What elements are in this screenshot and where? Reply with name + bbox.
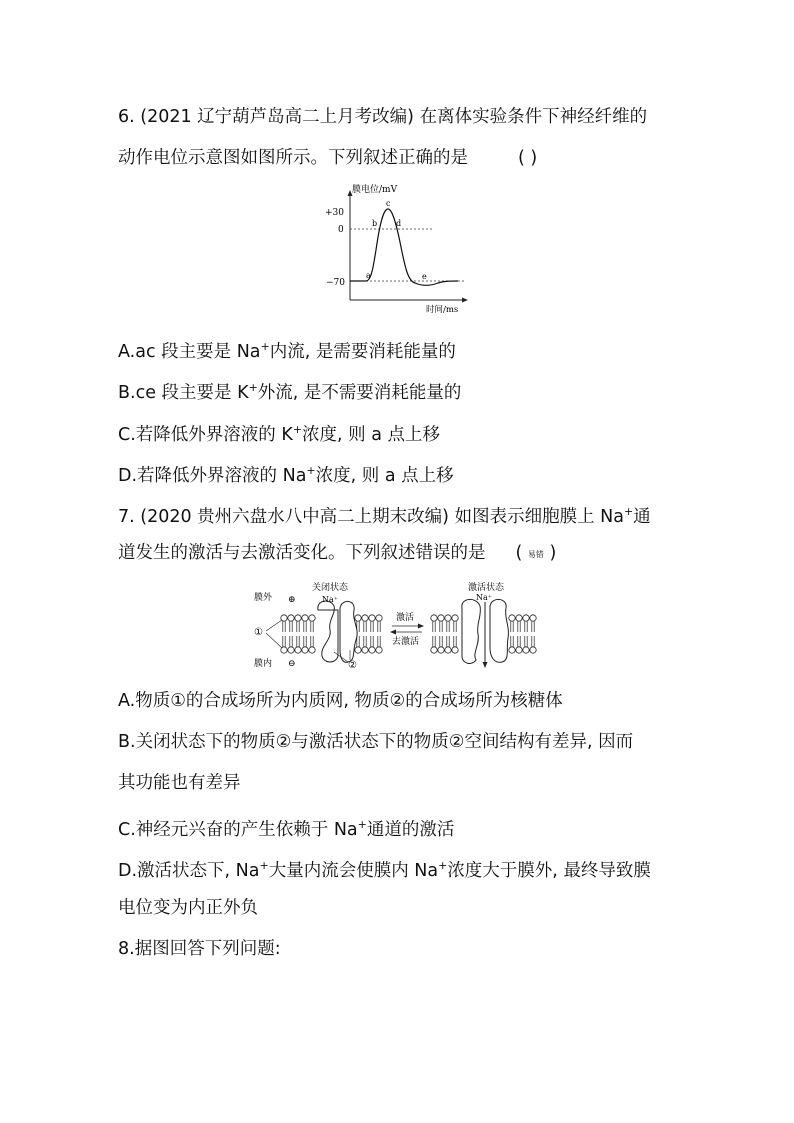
point-e: e	[422, 272, 427, 281]
q7-option-a: A.物质①的合成场所为内质网, 物质②的合成场所为核糖体	[118, 691, 563, 711]
marker-1: ①	[254, 627, 263, 638]
q7-stem-text: 7. (2020 贵州六盘水八中高二上期末改编) 如图表示细胞膜上 Na	[118, 507, 624, 527]
q7-option-d-text: D.激活状态下, Na	[118, 861, 260, 881]
q7-paren-open: (	[515, 543, 523, 563]
q6-option-c-text: C.若降低外界溶液的 K	[118, 425, 293, 445]
q7-stem-line2	[118, 541, 556, 567]
marker-1-leader-2	[266, 633, 282, 648]
activate-arrowhead	[418, 624, 424, 629]
point-d: d	[396, 219, 402, 228]
q7-option-d-line1	[118, 854, 651, 883]
active-state-label: 激活状态	[468, 583, 505, 593]
q6-stem-line1: 6. (2021 辽宁葫芦岛高二上月考改编) 在离体实验条件下神经纤维的	[118, 107, 648, 127]
q7-option-d-text3: 浓度大于膜外, 最终导致膜	[447, 861, 651, 881]
tick-minus70: −70	[326, 278, 345, 288]
q7-stem-line1	[118, 500, 651, 529]
action-potential-figure	[322, 182, 472, 314]
q6-option-b	[118, 376, 461, 405]
superscript: +	[357, 818, 367, 831]
q7-option-b-line2: 其功能也有差异	[118, 773, 241, 793]
q6-option-d-text: D.若降低外界溶液的 Na	[118, 466, 307, 486]
tick-0: 0	[338, 225, 344, 235]
q6-option-a-text2: 内流, 是需要消耗能量的	[269, 342, 456, 362]
q6-option-c	[118, 418, 440, 447]
q6-answer-paren: ( )	[518, 148, 538, 168]
q6-option-a-text: A.ac 段主要是 Na	[118, 342, 261, 362]
tick-plus30: +30	[325, 208, 344, 218]
q6-option-b-text: B.ce 段主要是 K	[118, 383, 249, 403]
q7-option-d-text2: 大量内流会使膜内 Na	[268, 861, 439, 881]
superscript: +	[292, 423, 303, 436]
na-label-closed: Na⁺	[322, 595, 338, 604]
superscript: +	[306, 464, 316, 477]
q6-option-c-text2: 浓度, 则 a 点上移	[302, 425, 441, 445]
superscript: +	[259, 859, 269, 872]
deactivate-label: 去激活	[392, 637, 420, 647]
q6-stem-line2	[118, 146, 537, 170]
plus-sign: ⊕	[288, 595, 296, 605]
right-membrane	[431, 615, 536, 653]
na-label-active: Na⁺	[476, 593, 492, 602]
q7-stem-text2: 通	[633, 507, 651, 527]
q7-option-c-text2: 通道的激活	[366, 820, 455, 840]
inside-label: 膜内	[254, 659, 273, 669]
q6-option-d-text2: 浓度, 则 a 点上移	[315, 466, 454, 486]
point-b: b	[372, 219, 378, 228]
superscript: +	[438, 859, 448, 872]
na-influx-arrowhead	[483, 662, 488, 668]
na-channel-figure	[250, 580, 550, 672]
point-c: c	[386, 199, 391, 208]
closed-state-label: 关闭状态	[312, 583, 349, 593]
q7-option-c-text: C.神经元兴奋的产生依赖于 Na	[118, 820, 358, 840]
q7-paren-close: )	[549, 543, 557, 563]
q8-stem: 8.据图回答下列问题:	[118, 939, 281, 959]
x-axis-arrow	[462, 298, 468, 303]
outside-label: 膜外	[254, 593, 273, 603]
point-a: a	[366, 271, 371, 280]
q6-option-b-text2: 外流, 是不需要消耗能量的	[257, 383, 462, 403]
superscript: +	[623, 505, 634, 518]
superscript: +	[260, 340, 270, 353]
q6-option-d	[118, 459, 454, 488]
q7-stem-text3: 道发生的激活与去激活变化。下列叙述错误的是	[118, 543, 486, 563]
minus-sign: ⊖	[288, 659, 296, 669]
closed-channel-protein	[318, 601, 357, 662]
deactivate-arrowhead	[390, 630, 396, 635]
q6-option-a	[118, 335, 456, 364]
q7-option-c	[118, 813, 454, 842]
activate-label: 激活	[396, 613, 415, 623]
q7-option-d-line2: 电位变为内正外负	[118, 898, 258, 918]
marker-2: ②	[348, 660, 357, 671]
x-axis-label: 时间/ms	[426, 305, 459, 314]
error-prone-tag: 易错	[527, 550, 544, 559]
q6-stem-text: 动作电位示意图如图所示。下列叙述正确的是	[118, 148, 468, 168]
q7-option-b-line1: B.关闭状态下的物质②与激活状态下的物质②空间结构有差异, 因而	[118, 732, 634, 752]
marker-1-leader	[266, 620, 282, 631]
y-axis-label: 膜电位/mV	[352, 185, 398, 195]
superscript: +	[248, 381, 258, 394]
